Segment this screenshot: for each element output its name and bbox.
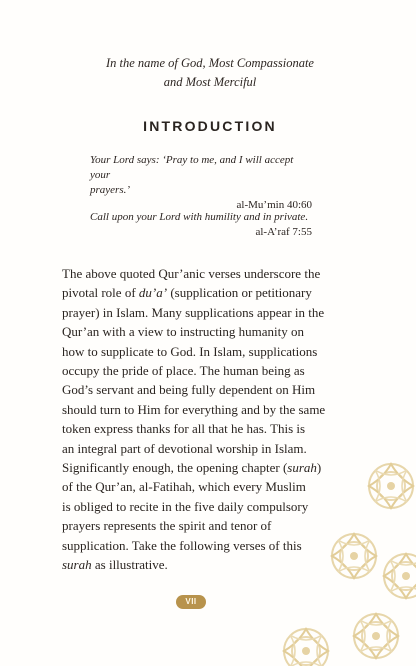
ornament-rosette-a bbox=[369, 464, 413, 508]
body-text-segment: ) bbox=[316, 460, 322, 476]
bismillah-line-2: and Most Merciful bbox=[163, 75, 257, 89]
body-line: is obliged to recite in the five daily compulsory bbox=[62, 498, 309, 514]
arabesque-ornament bbox=[266, 446, 416, 666]
body-line: an integral part of devotional worship in Islam. bbox=[62, 440, 307, 456]
body-line: should turn to Him for everything and by the same bbox=[62, 401, 326, 417]
section-heading: INTRODUCTION bbox=[143, 118, 277, 134]
quote-reference: al-A’raf 7:55 bbox=[255, 226, 312, 238]
body-text-segment: pivotal role of bbox=[62, 285, 139, 301]
body-italic-term: surah bbox=[287, 460, 317, 476]
body-text-segment: (supplication or petitionary bbox=[167, 285, 312, 301]
body-line: prayers represents the spirit and tenor of bbox=[62, 518, 272, 534]
body-italic-term: du’a’ bbox=[138, 285, 168, 301]
ornament-rosette-c bbox=[384, 554, 416, 598]
body-line: supplication. Take the following verses of this bbox=[62, 537, 302, 553]
page-number-badge: VII bbox=[176, 595, 206, 609]
body-line bbox=[62, 283, 360, 302]
body-line: The above quoted Qur’anic verses underscore the bbox=[62, 266, 321, 281]
body-text-segment: Significantly enough, the opening chapter ( bbox=[62, 460, 288, 476]
body-line: Qur’an with a view to instructing humanity on bbox=[62, 324, 305, 340]
ornament-rosette-d bbox=[354, 614, 398, 658]
bismillah-line-1: In the name of God, Most Compassionate bbox=[106, 56, 314, 70]
quote-reference: al-Mu’min 40:60 bbox=[236, 199, 312, 211]
ornament-rosette-e bbox=[284, 629, 328, 666]
quote-block-2 bbox=[90, 210, 312, 240]
body-line: token express thanks for all that he has. This is bbox=[62, 421, 306, 437]
quote-text-line: prayers.’ bbox=[90, 184, 131, 196]
quote-block-1 bbox=[90, 153, 312, 213]
body-line: God’s servant and being fully dependent on Him bbox=[62, 382, 316, 398]
quote-text-line: Call upon your Lord with humility and in private. bbox=[90, 211, 309, 223]
quote-text-line: Your Lord says: ‘Pray to me, and I will accept your bbox=[90, 154, 294, 181]
ornament-rosette-b bbox=[332, 534, 376, 578]
body-line: prayer) in Islam. Many supplications appear in the bbox=[62, 304, 325, 320]
body-italic-term: surah bbox=[62, 557, 92, 573]
body-line: occupy the pride of place. The human being as bbox=[62, 363, 305, 379]
body-text-segment: as illustrative. bbox=[91, 557, 168, 573]
body-line: of the Qur’an, al-Fatihah, which every Muslim bbox=[62, 479, 306, 495]
bismillah-invocation bbox=[60, 54, 360, 92]
body-line: how to supplicate to God. In Islam, supplications bbox=[62, 343, 318, 359]
